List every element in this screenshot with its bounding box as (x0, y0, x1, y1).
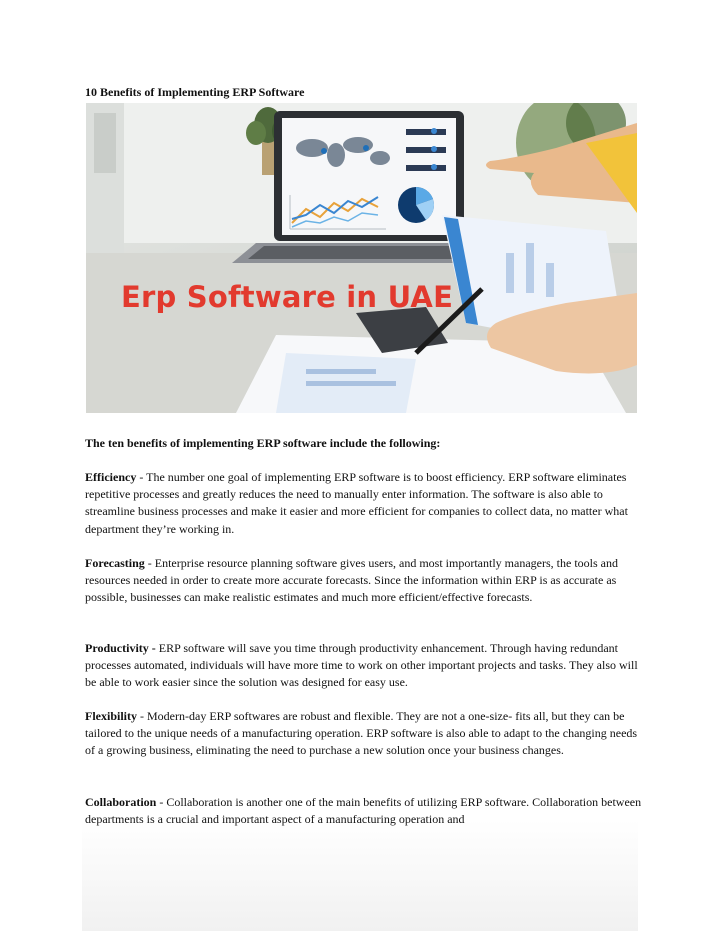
hero-caption: Erp Software in UAE (121, 280, 454, 314)
section-term: Forecasting (85, 556, 145, 570)
section-efficiency (85, 469, 645, 538)
section-flexibility (85, 708, 645, 760)
section-term: Collaboration (85, 795, 157, 809)
hero-image (86, 103, 637, 413)
section-collaboration (85, 794, 645, 828)
section-term: Efficiency (85, 470, 137, 484)
page-bottom-shade (82, 820, 638, 931)
section-forecasting (85, 555, 645, 607)
section-productivity (85, 640, 645, 692)
intro-heading: The ten benefits of implementing ERP software include the following: (85, 436, 441, 450)
hero-illustration (86, 103, 637, 413)
section-text: Collaboration is another one of the main benefits of utilizing ERP software. Collaboration between departments is a crucial and important aspect of a manufacturing operation and (85, 795, 642, 827)
section-text: ERP software will save you time through productivity enhancement. Through having redundant processes automated, individuals will have more time to work on other important projects and tasks. They also will be able to work easier since the solution was designed for easy use. (85, 641, 638, 690)
section-term: Productivity - (85, 641, 156, 655)
section-text: Modern-day ERP softwares are robust and flexible. They are not a one-size- fits all, but they can be tailored to the unique needs of a manufacturing operation. ERP software is also able to adapt to the changing needs of a growing business, eliminating the need to purchase a new solution once your business changes. (85, 709, 638, 758)
section-text: The number one goal of implementing ERP software is to boost efficiency. ERP software eliminates repetitive processes and greatly reduces the need to manually enter information. The software is also able to streamline business processes and make it easier and more efficient for companies to collect data, no matter what department they’re working in. (85, 470, 628, 536)
document-title: 10 Benefits of Implementing ERP Software (85, 85, 305, 99)
section-term: Flexibility (85, 709, 137, 723)
section-separator: - (137, 709, 147, 723)
section-separator: - (144, 556, 155, 570)
pie-chart-icon (398, 187, 434, 223)
section-text: Enterprise resource planning software gives users, and most importantly managers, the tools and resources needed in order to create more accurate forecasts. Since the information within ERP is as accurate as possible, businesses can make realistic estimates and much more efficient/effective forecasts. (85, 556, 618, 605)
section-separator: - (156, 795, 167, 809)
section-separator: - (136, 470, 147, 484)
